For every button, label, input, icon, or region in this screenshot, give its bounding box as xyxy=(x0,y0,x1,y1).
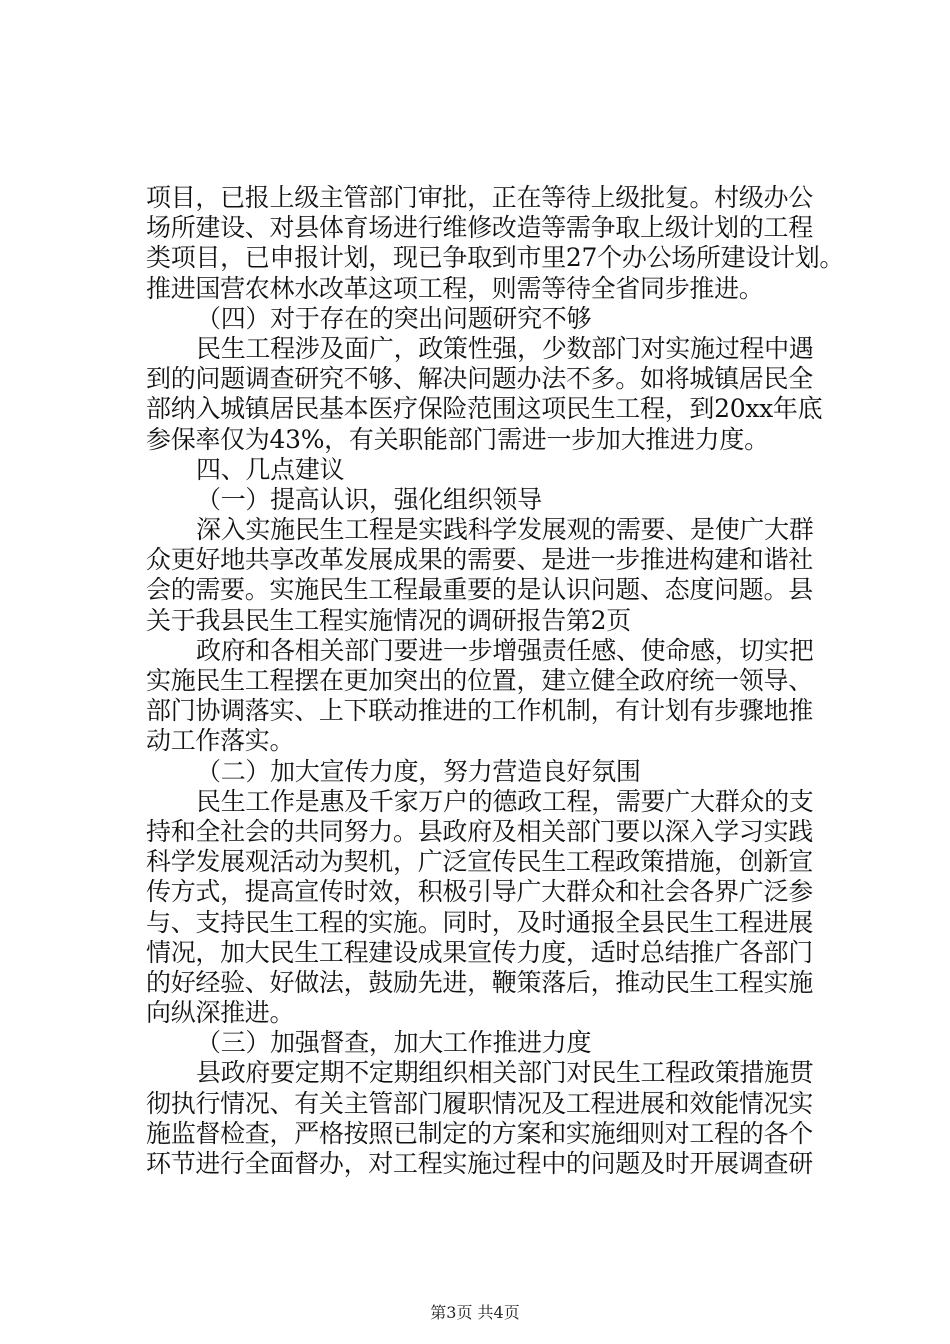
text-line: 到的问题调查研究不够、解决问题办法不多。如将城镇居民全 xyxy=(146,364,813,394)
text-line: （二）加大宣传力度，努力营造良好氛围 xyxy=(196,756,641,786)
page-footer: 第3页 共4页 xyxy=(430,1303,520,1322)
text-line: 关于我县民生工程实施情况的调研报告第2页 xyxy=(146,605,631,635)
text-line: 四、几点建议 xyxy=(196,454,345,484)
text-line: 会的需要。实施民生工程最重要的是认识问题、态度问题。县 xyxy=(146,575,813,605)
text-line: 持和全社会的共同努力。县政府及相关部门要以深入学习实践 xyxy=(146,816,813,846)
text-line: 科学发展观活动为契机，广泛宣传民生工程政策措施，创新宣 xyxy=(146,847,813,877)
text-line: 县政府要定期不定期组织相关部门对民生工程政策措施贯 xyxy=(196,1058,814,1088)
text-line: 的好经验、好做法，鼓励先进，鞭策落后，推动民生工程实施 xyxy=(146,967,813,997)
text-line: 项目，已报上级主管部门审批，正在等待上级批复。村级办公 xyxy=(146,183,813,212)
text-line: （一）提高认识，强化组织领导 xyxy=(196,484,542,514)
text-line: （三）加强督查，加大工作推进力度 xyxy=(196,1028,592,1058)
text-line: 与、支持民生工程的实施。同时，及时通报全县民生工程进展 xyxy=(146,907,813,937)
text-line: 向纵深推进。 xyxy=(146,998,295,1028)
text-line: 实施民生工程摆在更加突出的位置，建立健全政府统一领导、 xyxy=(146,666,813,695)
text-line: 类项目，已申报计划，现已争取到市里27个办公场所建设计划。 xyxy=(146,243,845,273)
text-line: 众更好地共享改革发展成果的需要、是进一步推进构建和谐社 xyxy=(146,545,813,575)
text-line: 部纳入城镇居民基本医疗保险范围这项民生工程，到20xx年底 xyxy=(146,394,823,424)
text-line: 推进国营农林水改革这项工程，则需等待全省同步推进。 xyxy=(146,273,764,303)
text-line: 部门协调落实、上下联动推进的工作机制，有计划有步骤地推 xyxy=(146,696,813,726)
text-line: 民生工程涉及面广，政策性强，少数部门对实施过程中遇 xyxy=(196,333,814,363)
text-line: （四）对于存在的突出问题研究不够 xyxy=(196,303,592,333)
text-line: 场所建设、对县体育场进行维修改造等需争取上级计划的工程 xyxy=(146,213,813,243)
document-body xyxy=(146,183,846,1179)
text-line: 民生工作是惠及千家万户的德政工程，需要广大群众的支 xyxy=(196,786,814,816)
text-line: 政府和各相关部门要进一步增强责任感、使命感，切实把 xyxy=(196,635,814,665)
text-line: 施监督检查，严格按照已制定的方案和实施细则对工程的各个 xyxy=(146,1118,813,1148)
text-line: 深入实施民生工程是实践科学发展观的需要、是使广大群 xyxy=(196,515,814,545)
text-line: 情况，加大民生工程建设成果宣传力度，适时总结推广各部门 xyxy=(146,937,813,967)
text-line: 参保率仅为43%，有关职能部门需进一步加大推进力度。 xyxy=(146,424,769,454)
text-line: 传方式，提高宣传时效，积极引导广大群众和社会各界广泛参 xyxy=(146,877,813,907)
text-line: 环节进行全面督办，对工程实施过程中的问题及时开展调查研 xyxy=(146,1149,813,1178)
text-line: 彻执行情况、有关主管部门履职情况及工程进展和效能情况实 xyxy=(146,1088,813,1118)
text-line: 动工作落实。 xyxy=(146,726,295,756)
